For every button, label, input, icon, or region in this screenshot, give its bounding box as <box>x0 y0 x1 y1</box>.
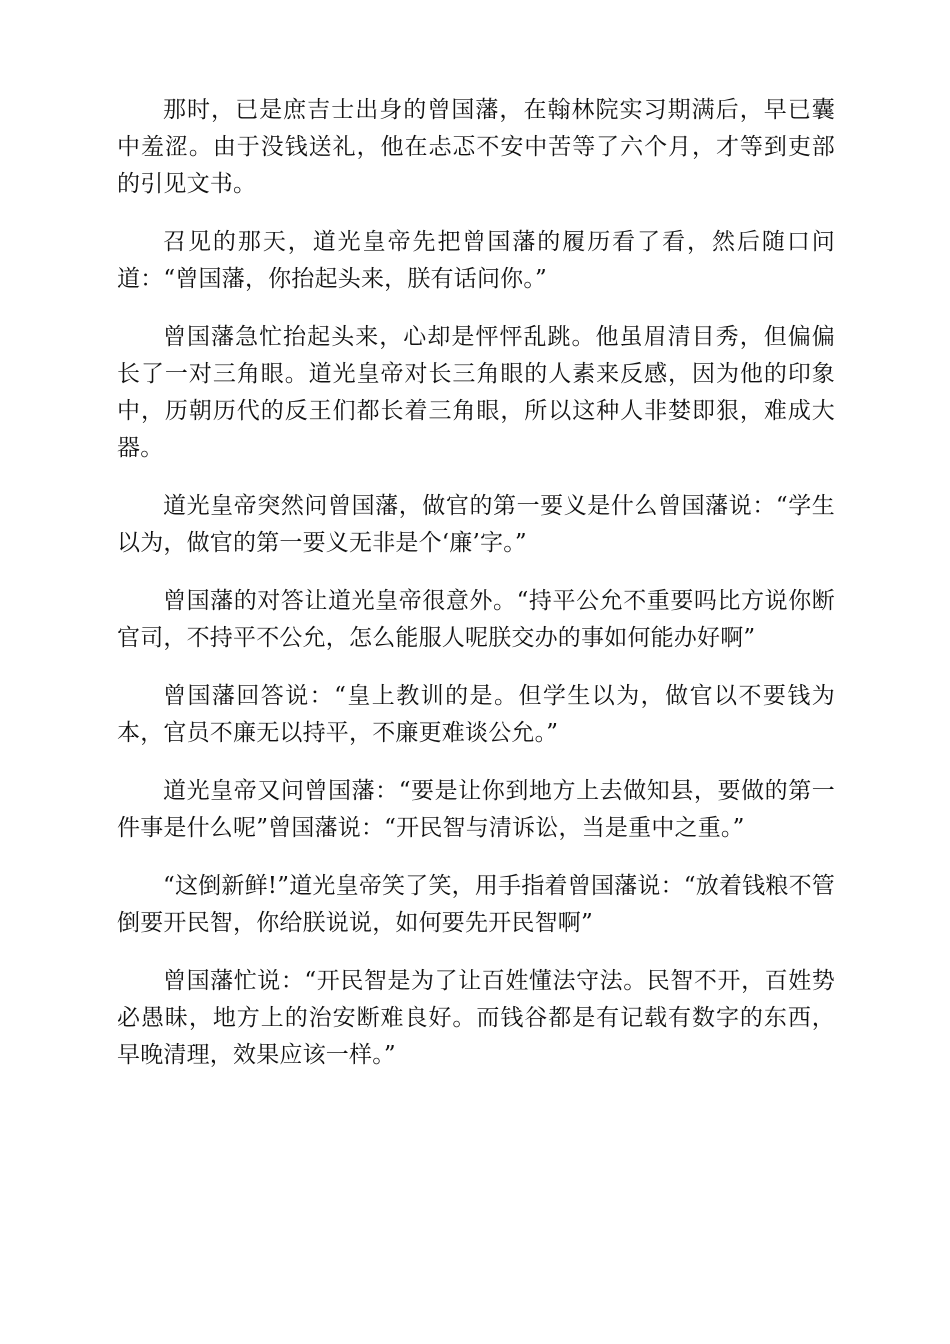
paragraph-2: 召见的那天，道光皇帝先把曾国藩的履历看了看，然后随口问道：“曾国藩，你抬起头来，朕有话问你。” <box>117 229 835 292</box>
paragraph-3: 曾国藩急忙抬起头来，心却是怦怦乱跳。他虽眉清目秀，但偏偏长了一对三角眼。道光皇帝对长三角眼的人素来反感，因为他的印象中，历朝历代的反王们都长着三角眼，所以这种人非婪即狠，难成大器。 <box>117 324 835 461</box>
paragraph-1: 那时，已是庶吉士出身的曾国藩，在翰林院实习期满后，早已囊中羞涩。由于没钱送礼，他在忐忑不安中苦等了六个月，才等到吏部的引见文书。 <box>117 97 835 197</box>
paragraph-9: 曾国藩忙说：“开民智是为了让百姓懂法守法。民智不开，百姓势必愚昧，地方上的治安断难良好。而钱谷都是有记载有数字的东西，早晚清理，效果应该一样。” <box>117 968 835 1068</box>
paragraph-6: 曾国藩回答说：“皇上教训的是。但学生以为，做官以不要钱为本，官员不廉无以持平，不廉更难谈公允。” <box>117 683 835 746</box>
paragraph-8: “这倒新鲜!”道光皇帝笑了笑，用手指着曾国藩说：“放着钱粮不管倒要开民智，你给朕说说，如何要先开民智啊” <box>117 873 835 936</box>
paragraph-5: 曾国藩的对答让道光皇帝很意外。“持平公允不重要吗比方说你断官司，不持平不公允，怎么能服人呢朕交办的事如何能办好啊” <box>117 588 835 651</box>
paragraph-7: 道光皇帝又问曾国藩：“要是让你到地方上去做知县，要做的第一件事是什么呢”曾国藩说：“开民智与清诉讼，当是重中之重。” <box>117 778 835 841</box>
paragraph-4: 道光皇帝突然问曾国藩，做官的第一要义是什么曾国藩说：“学生以为，做官的第一要义无非是个‘廉’字。” <box>117 493 835 556</box>
document-body <box>117 92 835 1095</box>
